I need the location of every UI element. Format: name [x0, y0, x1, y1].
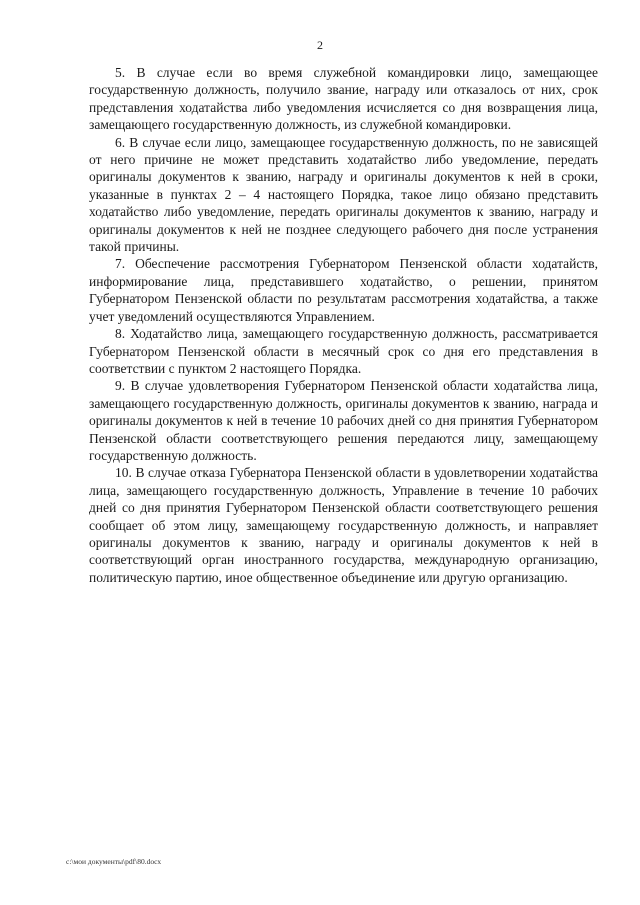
- paragraph-5: 5. В случае если во время служебной командировки лицо, замещающее государственную должность, получило звание, награду или отказалось от них, срок представления ходатайства либо уведомления исчисляется со дня возвращения лица, замещающего государственную должность, из служебной командировки.: [89, 65, 598, 133]
- paragraph-7: 7. Обеспечение рассмотрения Губернатором Пензенской области ходатайств, информирование лица, представившего ходатайство, о решении, принятом Губернатором Пензенской области по результатам рассмотрения ходатайства, а также учет уведомлений осуществляются Управлением.: [89, 256, 598, 324]
- paragraph-9: 9. В случае удовлетворения Губернатором Пензенской области ходатайства лица, замещающего государственную должность, оригиналы документов к званию, награда и оригиналы документов к ней в течение 10 рабочих дней со дня принятия Губернатором Пензенской области соответствующего решения передаются лицу, замещающему государственную должность.: [89, 378, 598, 463]
- document-body: [89, 64, 598, 586]
- paragraph-8: 8. Ходатайство лица, замещающего государственную должность, рассматривается Губернатором Пензенской области в месячный срок со дня его представления в соответствии с пунктом 2 настоящего Порядка.: [89, 326, 598, 376]
- paragraph-10: 10. В случае отказа Губернатора Пензенской области в удовлетворении ходатайства лица, замещающего государственную должность, Управление в течение 10 рабочих дней со дня принятия Губернатором Пензенской области соответствующего решения сообщает об этом лицу, замещающему государственную должность, и направляет оригиналы документов к званию, награду и оригиналы документов к ней в соответствующий орган иностранного государства, международную организацию, политическую партию, иное общественное объединение или другую организацию.: [89, 465, 598, 585]
- paragraph-6: 6. В случае если лицо, замещающее государственную должность, по не зависящей от него причине не может представить ходатайство либо уведомление, передать оригиналы документов к званию, награду и оригиналы документов к ней в сроки, указанные в пунктах 2 – 4 настоящего Порядка, такое лицо обязано представить ходатайство либо уведомление, передать оригиналы документов к званию, награду и оригиналы документов к ней не позднее следующего рабочего дня после устранения такой причины.: [89, 134, 598, 255]
- footer-file-path: c:\мои документы\pdf\80.docx: [66, 857, 162, 866]
- page-number: 2: [317, 38, 323, 52]
